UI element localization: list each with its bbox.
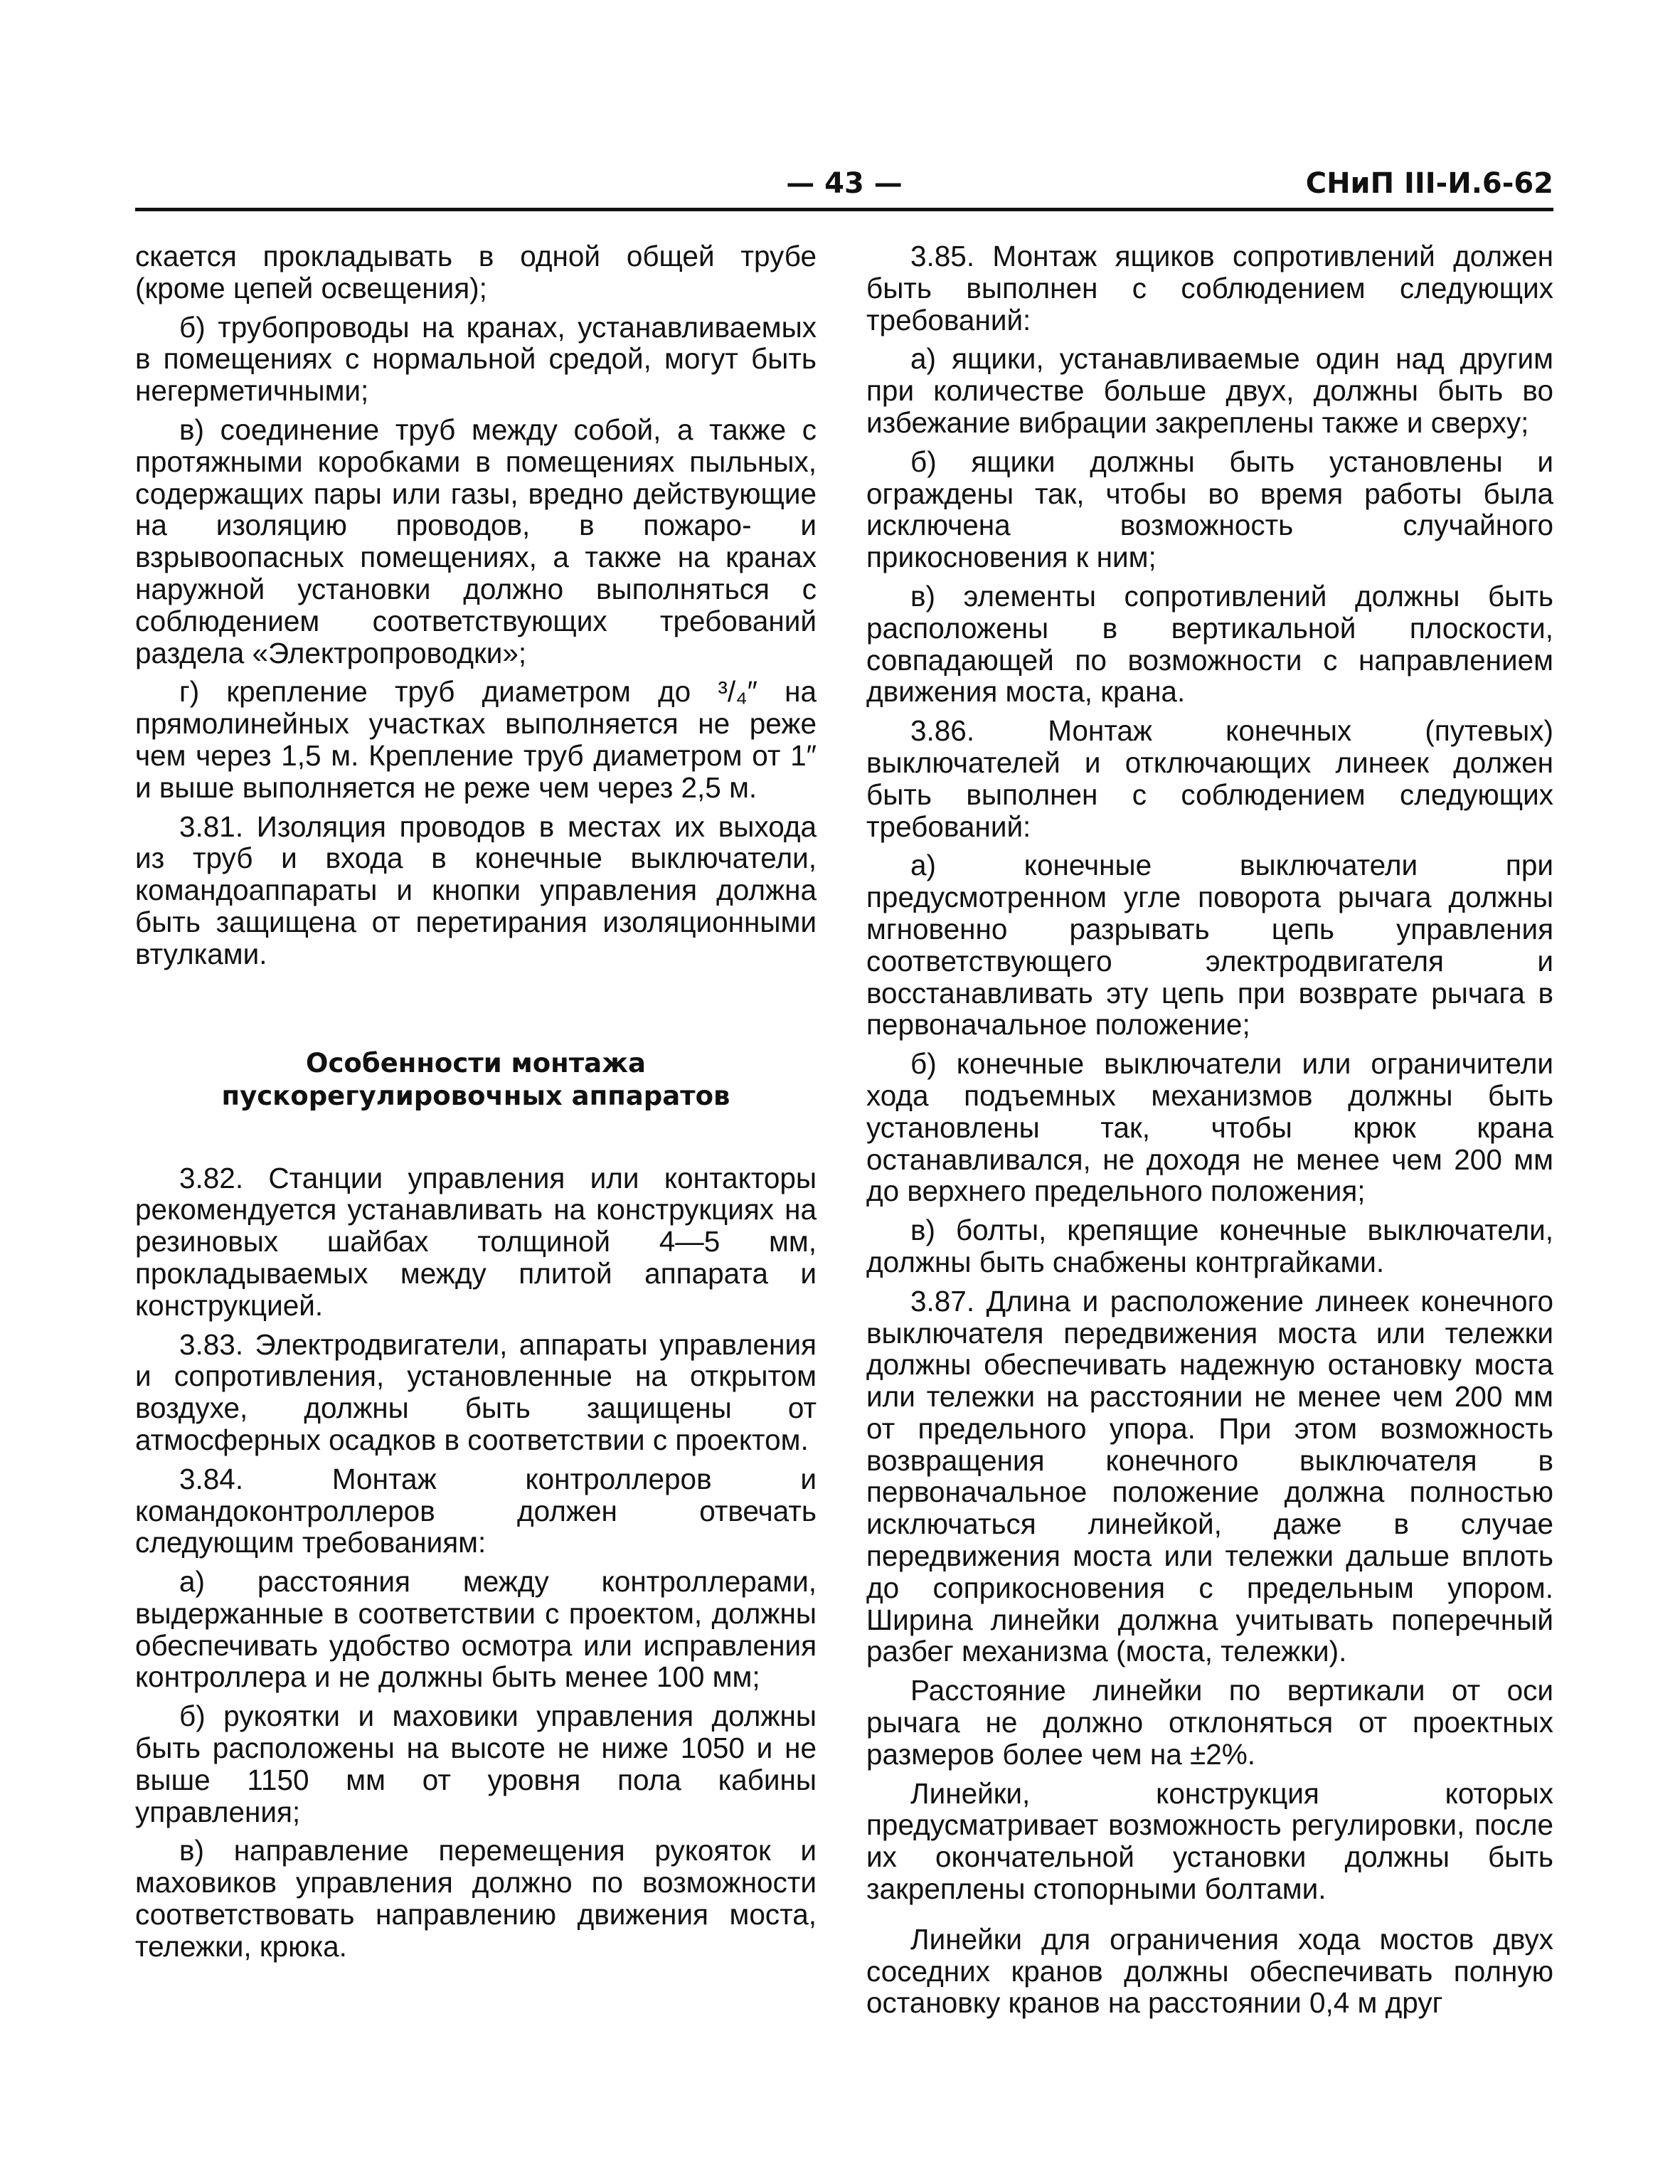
right-column [866,240,1553,2026]
paragraph: а) ящики, устанавливаемые один над другим при количестве больше двух, должны быть во избежание вибрации закреплены также и сверху; [866,342,1553,439]
paragraph: б) конечные выключатели или ограничители хода подъемных механизмов должны быть установлены так, чтобы крюк крана останавливался, не доходя не менее чем 200 мм до верхнего предельного положения; [866,1047,1553,1208]
page-header [135,162,1553,212]
paragraph: а) конечные выключатели при предусмотренном угле поворота рычага должны мгновенно разрывать цепь управления соответствующего электродвигателя и восстанавливать эту цепь при возврате рычага в первоначальное положение; [866,849,1553,1041]
paragraph: а) расстояния между контроллерами, выдержанные в соответствии с проектом, должны обеспечивать удобство осмотра или исправления контроллера и не должны быть менее 100 мм; [135,1565,817,1694]
paragraph: б) рукоятки и маховики управления должны быть расположены на высоте не ниже 1050 и не выше 1150 мм от уровня пола кабины управления; [135,1700,817,1828]
header-rule [135,208,1553,211]
paragraph-3-83: 3.83. Электродвигатели, аппараты управления и сопротивления, установленные на открытом воздухе, должны быть защищены от атмосферных осадков в соответствии с проектом. [135,1327,817,1456]
document-code: СНиП III-И.6-62 [1305,167,1553,200]
paragraph: б) трубопроводы на кранах, устанавливаемых в помещениях с нормальной средой, могут быть негерметичными; [135,310,817,408]
paragraph: Линейки для ограничения хода мостов двух соседних кранов должны обеспечивать полную остановку кранов на расстоянии 0,4 м друг [866,1922,1553,2020]
paragraph: в) направление перемещения рукояток и маховиков управления должно по возможности соответствовать направлению движения моста, тележки, крюка. [135,1834,817,1963]
left-column [135,240,817,1970]
paragraph: б) ящики должны быть установлены и ограждены так, чтобы во время работы была исключена возможность случайного прикосновения к ним; [866,445,1553,574]
paragraph: г) крепление труб диаметром до ³/₄″ на прямолинейных участках выполняется не реже чем через 1,5 м. Крепление труб диаметром от 1″ и выше выполняется не реже чем через 2,5 м. [135,675,817,804]
section-title: Особенности монтажа пускорегулировочных аппаратов [221,1047,730,1111]
paragraph: Расстояние линейки по вертикали от оси рычага не должно отклоняться от проектных размеров более чем на ±2%. [866,1674,1553,1771]
paragraph: в) болты, крепящие конечные выключатели, должны быть снабжены контргайками. [866,1214,1553,1278]
paragraph: в) соединение труб между собой, а также с протяжными коробками в помещениях пыльных, содержащих пары или газы, вредно действующие на изоляцию проводов, в пожаро- и взрывоопасных помещениях, а также на кранах наружной установки должно выполняться с соблюдением соответствующих требований раздела «Электропроводки»; [135,413,817,669]
paragraph: в) элементы сопротивлений должны быть расположены в вертикальной плоскости, совпадающей по возможности с направлением движения моста, крана. [866,579,1553,709]
paragraph-3-84: 3.84. Монтаж контроллеров и командоконтроллеров должен отвечать следующим требованиям: [135,1462,817,1559]
page-number: — 43 — [786,167,903,200]
paragraph-3-82: 3.82. Станции управления или контакторы рекомендуется устанавливать на конструкциях на резиновых шайбах толщиной 4—5 мм, прокладываемых между плитой аппарата и конструкцией. [135,1161,817,1322]
paragraph-3-81: 3.81. Изоляция проводов в местах их выхода из труб и входа в конечные выключатели, командоаппараты и кнопки управления должна быть защищена от перетирания изоляционными втулками. [135,810,817,970]
paragraph-3-87: 3.87. Длина и расположение линеек конечного выключателя передвижения моста или тележки должны обеспечивать надежную остановку моста или тележки на расстоянии не менее чем 200 мм от предельного упора. При этом возможность возвращения конечного выключателя в первоначальное положение должна полностью исключаться линейкой, даже в случае передвижения моста или тележки дальше вплоть до соприкосновения с предельным упором. Ширина линейки должна учитывать поперечный разбег механизма (моста, тележки). [866,1284,1553,1668]
paragraph-3-85: 3.85. Монтаж ящиков сопротивлений должен быть выполнен с соблюдением следующих требований: [866,240,1553,336]
paragraph-3-86: 3.86. Монтаж конечных (путевых) выключателей и отключающих линеек должен быть выполнен с соблюдением следующих требований: [866,714,1553,843]
paragraph: Линейки, конструкция которых предусматривает возможность регулировки, после их окончательной установки должны быть закреплены стопорными болтами. [866,1776,1553,1906]
paragraph: скается прокладывать в одной общей трубе (кроме цепей освещения); [135,240,817,304]
